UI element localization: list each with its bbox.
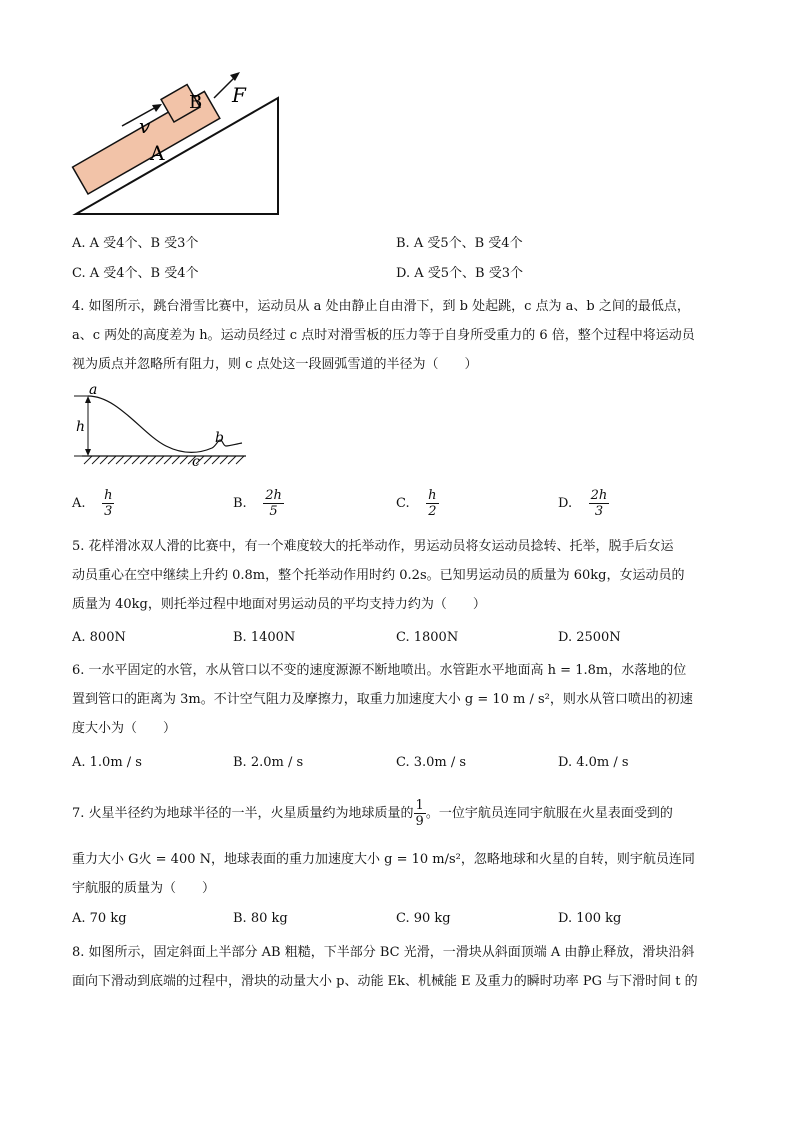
q4-option-b-den: 5 (269, 504, 278, 519)
q4-option-b (233, 488, 284, 519)
q7-line-1-end: 。一位宇航员连同宇航服在火星表面受到的 (425, 806, 673, 821)
q5-line-3: 质量为 40kg，则托举过程中地面对男运动员的平均支持力约为（ ） (72, 597, 486, 612)
question-4 (72, 292, 732, 379)
question-7-rest (72, 845, 732, 903)
label-height-h: h (76, 419, 86, 435)
q5-option-b: B. 1400N (233, 630, 296, 645)
label-point-a: a (89, 382, 98, 398)
q7-line-1-start: 7. 火星半径约为地球半径的一半，火星质量约为地球质量的 (72, 806, 414, 821)
q4-option-d-letter: D. (558, 496, 573, 511)
q4-option-b-fraction (263, 488, 284, 519)
label-f: F (232, 83, 246, 107)
ski-track-figure (70, 382, 250, 474)
question-8 (72, 938, 732, 996)
q6-line-2: 置到管口的距离为 3m。不计空气阻力及摩擦力，取重力加速度大小 g = 10 m / s²，则水从管口喷出的初速 (72, 692, 693, 707)
label-point-c: c (192, 454, 200, 470)
q6-option-a: A. 1.0m / s (72, 755, 142, 770)
q3-option-d: D. A 受5个、B 受3个 (396, 266, 523, 281)
q4-option-a-letter: A. (72, 496, 86, 511)
q4-line-1: 4. 如图所示，跳台滑雪比赛中，运动员从 a 处由静止自由滑下，到 b 处起跳，c 点为 a、b 之间的最低点， (72, 299, 690, 314)
label-point-b: b (215, 430, 224, 446)
q6-option-b: B. 2.0m / s (233, 755, 304, 770)
label-b: B (189, 92, 203, 113)
q6-line-3: 度大小为（ ） (72, 721, 177, 736)
q4-option-d-den: 3 (594, 504, 604, 519)
q5-line-2: 动员重心在空中继续上升约 0.8m，整个托举动作用时约 0.2s。已知男运动员的质量为 60kg，女运动员的 (72, 568, 685, 583)
q7-option-c: C. 90 kg (396, 911, 451, 926)
q4-option-c-letter: C. (396, 496, 410, 511)
q7-option-b: B. 80 kg (233, 911, 288, 926)
question-6 (72, 656, 732, 743)
q5-option-d: D. 2500N (558, 630, 621, 645)
ground-hatching (84, 456, 244, 464)
height-arrow-down (85, 449, 91, 456)
label-a: A (150, 141, 165, 165)
q5-option-c: C. 1800N (396, 630, 459, 645)
q7-fraction-den: 9 (415, 814, 424, 829)
q6-option-d: D. 4.0m / s (558, 755, 629, 770)
label-v: v (139, 114, 151, 138)
q7-line-3: 宇航服的质量为（ ） (72, 881, 216, 896)
q5-option-a: A. 800N (72, 630, 126, 645)
q3-option-b: B. A 受5个、B 受4个 (396, 236, 523, 251)
q4-option-d-fraction (589, 488, 610, 519)
q4-option-d (558, 488, 609, 519)
q4-line-2: a、c 两处的高度差为 h。运动员经过 c 点时对滑雪板的压力等于自身所受重力的 6 倍，整个过程中将运动员 (72, 328, 695, 343)
q4-option-a-num: h (104, 488, 113, 503)
q3-option-c: C. A 受4个、B 受4个 (72, 266, 199, 281)
q4-option-d-num: 2h (590, 488, 608, 503)
q4-option-b-num: 2h (265, 488, 282, 503)
question-5 (72, 532, 732, 619)
q4-line-3: 视为质点并忽略所有阻力，则 c 点处这一段圆弧雪道的半径为（ ） (72, 357, 478, 372)
q3-option-a: A. A 受4个、B 受3个 (72, 236, 199, 251)
incline-figure (70, 62, 290, 222)
q7-option-a: A. 70 kg (72, 911, 127, 926)
q4-option-a (72, 488, 114, 519)
q4-option-c-fraction (426, 488, 438, 519)
q4-option-a-fraction (102, 488, 114, 519)
q4-option-c-den: 2 (428, 504, 437, 519)
q7-option-d: D. 100 kg (558, 911, 622, 926)
q7-fraction (414, 798, 426, 829)
q4-option-a-den: 3 (104, 504, 113, 519)
q6-line-1: 6. 一水平固定的水管，水从管口以不变的速度源源不断地喷出。水管距水平地面高 h = 1.8m，水落地的位 (72, 663, 687, 678)
q6-option-c: C. 3.0m / s (396, 755, 467, 770)
q8-line-2: 面向下滑动到底端的过程中，滑块的动量大小 p、动能 Ek、机械能 E 及重力的瞬时功率 PG 与下滑时间 t 的 (72, 974, 698, 989)
q7-line-2: 重力大小 G火 = 400 N，地球表面的重力加速度大小 g = 10 m/s²，忽略地球和火星的自转，则宇航员连同 (72, 852, 695, 867)
q5-line-1: 5. 花样滑冰双人滑的比赛中，有一个难度较大的托举动作，男运动员将女运动员捻转、托举，脱手后女运 (72, 539, 674, 554)
q4-option-c-num: h (428, 488, 437, 503)
q7-line-1 (72, 798, 673, 829)
q4-option-b-letter: B. (233, 496, 247, 511)
q8-line-1: 8. 如图所示，固定斜面上半部分 AB 粗糙，下半部分 BC 光滑，一滑块从斜面顶端 A 由静止释放，滑块沿斜 (72, 945, 695, 960)
q7-fraction-num: 1 (415, 798, 424, 813)
q4-option-c (396, 488, 439, 519)
